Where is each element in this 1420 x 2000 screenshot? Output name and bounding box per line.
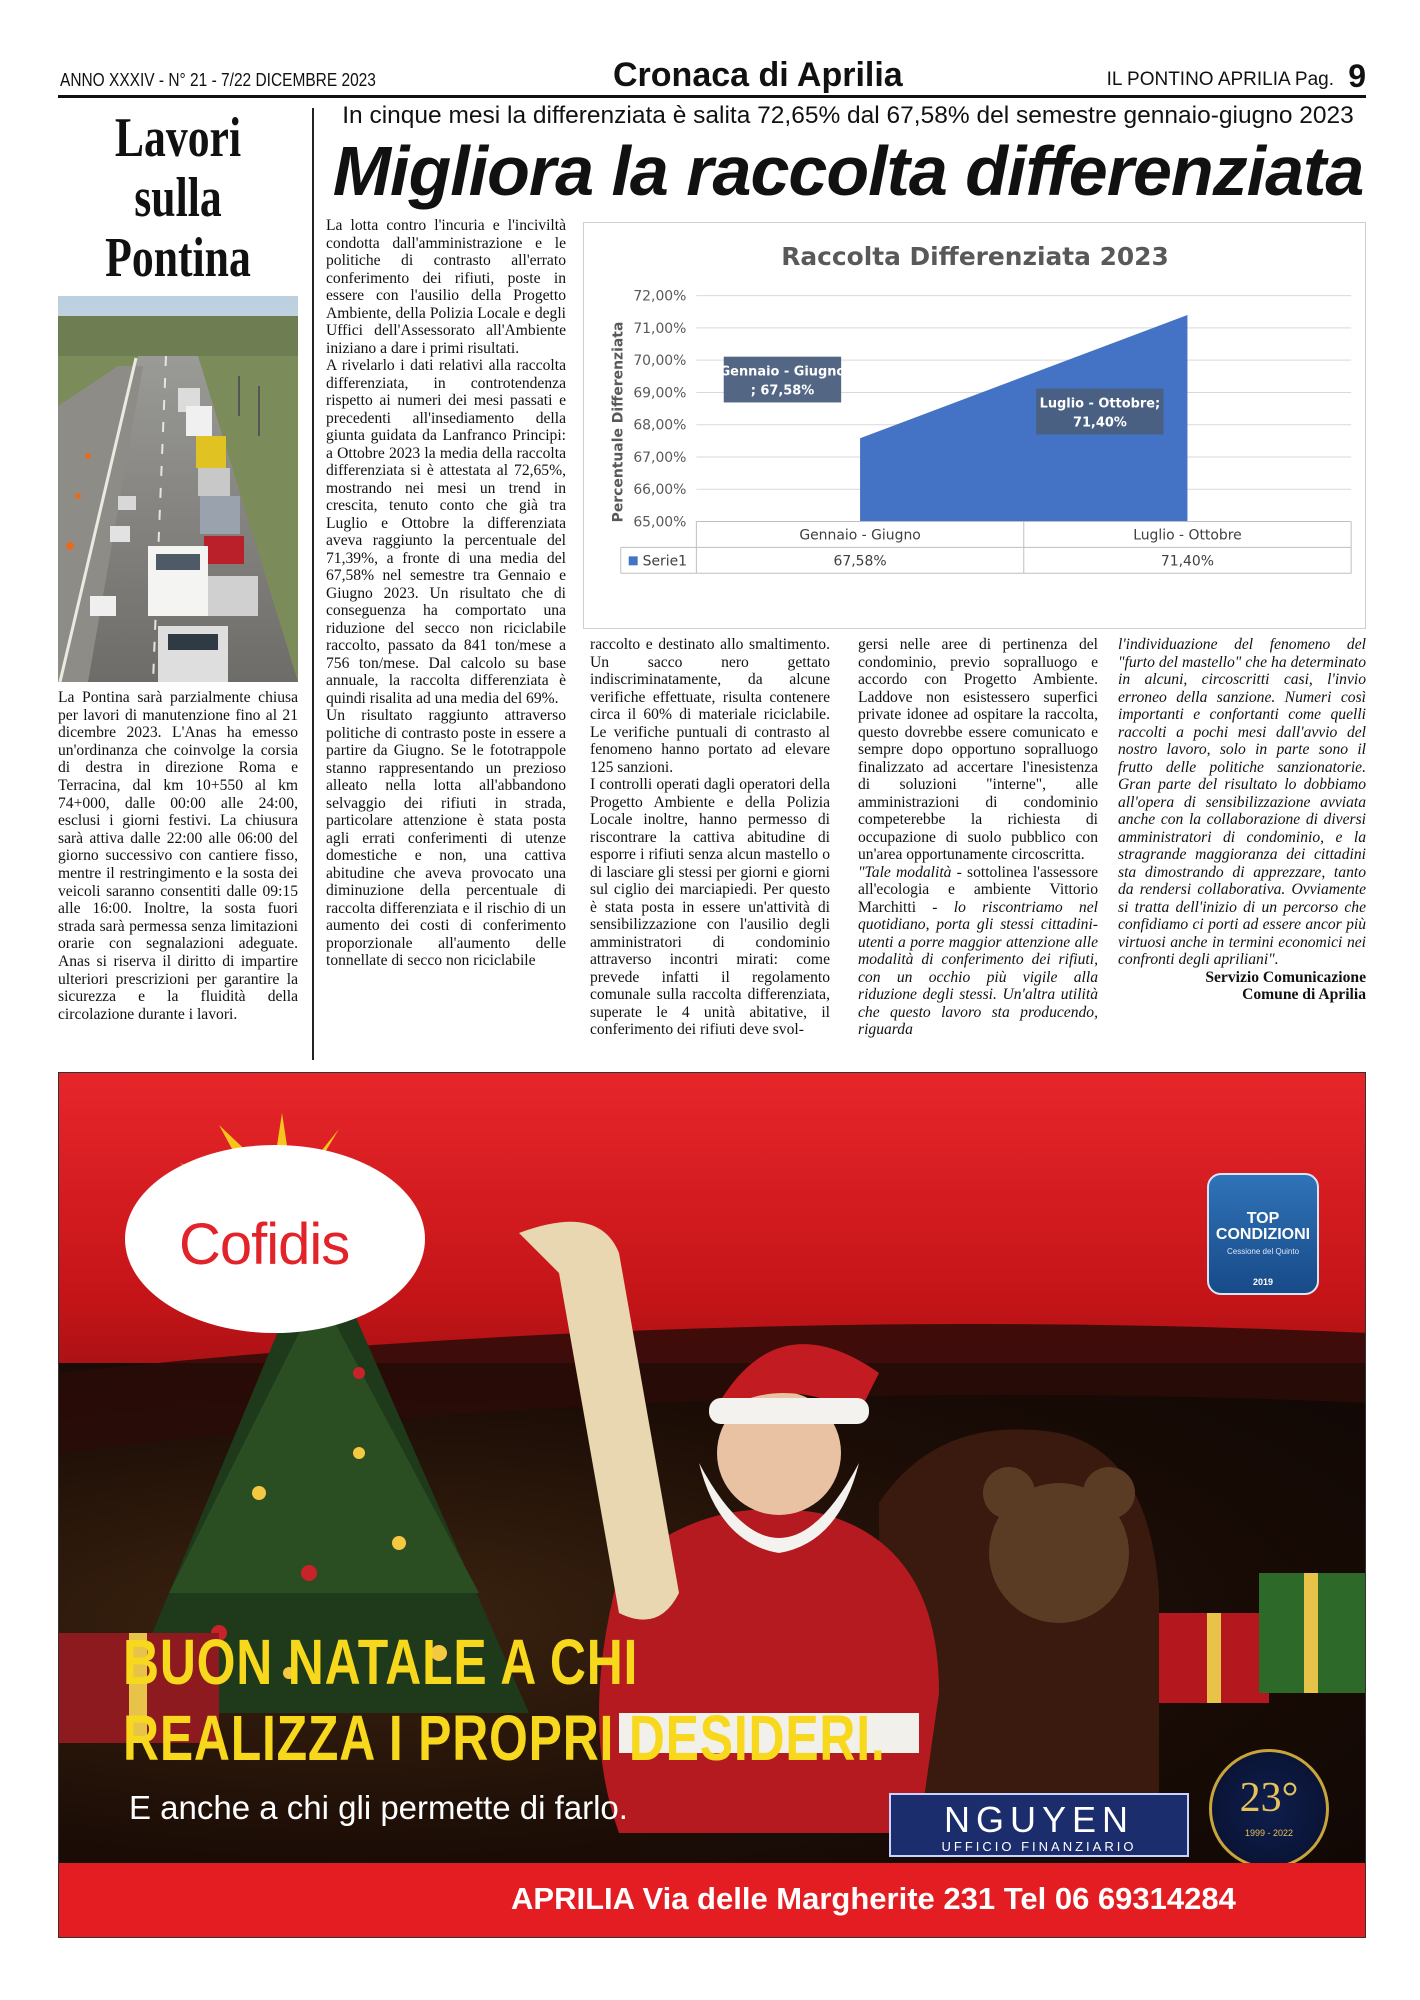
chart-y-tick-label: 67,00% [633,449,687,466]
chart-y-tick-label: 66,00% [633,482,687,499]
article-signature-line2: Comune di Aprilia [1242,986,1366,1003]
badge-year: 2019 [1252,1277,1274,1287]
badge-text [1209,1211,1317,1243]
anniversary-number: 23° [1239,1775,1299,1821]
article-column-4 [1118,636,1366,1056]
chart-y-axis-label: Percentuale Differenziata [610,321,627,523]
ad-address: APRILIA Via delle Margherite 231 Tel 06 69314284 [511,1881,1236,1916]
anniversary-years: 1999 - 2022 [1244,1828,1294,1838]
traffic-photo-drawing [58,296,298,682]
ad-slogan-line1: BUON NATALE A CHI [123,1626,639,1698]
article-paragraph: Un risultato raggiunto attraverso politiche di contrasto poste in essere a partire da Giugno. Se le fototrappole stanno rappresentando un prezioso alleato nella lotta all'abbandono selvaggio dei rifiuti in strada, particolare attenzione è stata posta agli errati conferimenti di utenze domestiche e non, una cattiva abitudine che aveva provocato una diminuzione della percentuale di raccolta differenziata e il rischio di un aumento dei costi di conferimento proporzionale all'aumento delle tonnellate di secco non riciclabile [326,707,566,969]
paper-name: IL PONTINO APRILIA Pag. [1106,69,1334,90]
article-kicker: In cinque mesi la differenziata è salita 72,65% dal 67,58% del semestre gennaio-giugno 2023 [342,102,1354,129]
chart-title: Raccolta Differenziata 2023 [781,241,1169,271]
article-column-3 [858,636,1098,1056]
issue-info: ANNO XXXIV - N° 21 - 7/22 DICEMBRE 2023 [60,70,376,90]
article-paragraph: raccolto e destinato allo smaltimento. Un sacco nero gettato indiscriminatamente, da alcune verifiche effettuate, risulta contenere circa il 60% di materiale riciclabile. Le verifiche puntuali di contrasto al fenomeno hanno portato ad elevare 125 sanzioni. [590,636,830,776]
badge-line3: Cessione del Quinto [1226,1247,1300,1256]
chart-y-tick-label: 72,00% [633,288,687,305]
article-paragraph: I controlli operati dagli operatori della Progetto Ambiente e della Polizia Locale inoltre, hanno permesso di riscontrare la cattiva abitudine di esporre i rifiuti senza alcun mastello o di lasciare gli stessi per giorni e giorni sul ciglio dei marciapiedi. Per questo è stata posta in essere un'attività di sensibilizzazione con l'ausilio degli amministratori di condominio attraverso incontri mirati: come prevede infatti il regolamento comunale sulla raccolta differenziata, superate le 4 unità abitative, il conferimento dei rifiuti deve svol- [590,776,830,1038]
recycling-chart [583,222,1366,629]
badge-line1: TOP [1246,1210,1280,1227]
article-paragraph: A rivelarlo i dati relativi alla raccolta differenziata, in controtendenza rispetto ai numeri dei mesi passati e precedenti all'insediamento della giunta guidata da Lanfranco Principi: a Ottobre 2023 la media della raccolta differenziata si è attestata al 72,65%, mostrando nei mesi un trend in crescita, tenuto conto che già tra Luglio e Ottobre la differenziata aveva raggiunto la percentuale del 71,39%, a fronte di una media del 67,58% nel semestre tra Gennaio e Giugno 2023. Un risultato che di conseguenza ha comportato una riduzione del secco non riciclabile raccolto, passato da 841 ton/mese a 756 ton/mese. Dal calcolo su base annuale, la raccolta differenziata è quindi risalita ad una media del 69%. [326,357,566,707]
article-column-2 [590,636,830,1056]
nguyen-name: NGUYEN [943,1799,1135,1840]
chart-y-tick-label: 68,00% [633,417,687,434]
chart-y-tick-label: 70,00% [633,353,687,370]
chart-y-tick-label: 69,00% [633,385,687,402]
article-paragraph: l'individuazione del fenomeno del "furto del mastello" che ha determinato in alcuni, circoscritti casi, l'invio erroneo della sanzione. Numeri così importanti e confortanti come quelli raccolti a pochi mesi dall'avvio del nostro lavoro, solo in parte sono il frutto delle politiche sanzionatorie. Gran parte del risultato lo dobbiamo all'opera di sensibilizzazione avviata anche con la collaborazione di diversi amministratori di condominio, e la stragrande maggioranza dei cittadini sta dimostrando di apprezzare, tanto da rendersi collaborativa. Ovviamente si tratta dell'inizio di un percorso che confidiamo ci porti ad essere ancor più virtuosi anche in termini economici nei confronti degli apriliani". [1118,636,1366,968]
sidebar-title [84,108,271,288]
chart-x-tick-label: Gennaio - Giugno [799,527,921,544]
traffic-photo [58,296,298,682]
chart-data-label: Gennaio - Giugno [719,364,846,380]
anniversary-seal [1209,1749,1329,1869]
chart-legend-label: Serie1 [642,553,688,570]
article-headline: Migliora la raccolta differenziata [332,132,1364,210]
quote-intro: "Tale modalità [858,863,952,881]
top-condizioni-badge [1207,1173,1319,1295]
masthead [58,52,1366,98]
sidebar-body: La Pontina sarà parzialmente chiusa per lavori di manutenzione fino al 21 dicembre 2023. L'Anas ha emesso un'ordinanza che coinvolge la corsia di destra in direzione Roma e Terracina, dal km 10+550 al km 74+000, dalle 00:00 alle 24:00, esclusi i giorni festivi. La chiusura sarà attiva dalle 22:00 alle 06:00 del giorno successivo con cantiere fisso, mentre il restringimento e la sosta dei veicoli saranno consentiti dalle 09:15 alle 16:00. Inoltre, la sosta fuori strada sarà permessa senza limitazioni orarie con segnalazioni adeguate. Anas si riserva il diritto di impartire ulteriori prescrizioni per garantire la sicurezza e la fluidità della circolazione durante i lavori. [58,689,298,1023]
quote-text: lo riscontriamo nel quotidiano, porta gli stessi cittadini-utenti a porre maggior attenzione alle modalità di conferimento dei rifiuti, con un occhio più vigile alla riduzione degli stessi. Un'altra utilità che questo lavoro sta producendo, riguarda [858,898,1098,1038]
chart-legend-swatch [629,556,638,565]
badge-line2: CONDIZIONI [1215,1226,1311,1243]
chart-y-tick-label: 65,00% [633,514,687,531]
article-column-1 [326,217,566,1057]
chart-data-label: Luglio - Ottobre; [1039,396,1161,412]
quote-attribution: - sottolinea l'assessore all'ecologia e ambiente Vittorio Marchitti - [858,863,1098,916]
article-paragraph: La lotta contro l'incuria e l'inciviltà condotta dall'amministrazione e le politiche di contrasto all'errato conferimento dei rifiuti, poste in essere con l'ausilio della Progetto Ambiente, della Polizia Locale e degli Uffici dell'Assessorato all'Ambiente iniziano a dare i primi risultati. [326,217,566,357]
ad-subline: E anche a chi gli permette di farlo. [129,1789,628,1826]
ad-slogan-line2: REALIZZA I PROPRI DESIDERI. [123,1702,886,1774]
nguyen-logo [889,1793,1189,1857]
sidebar-title-line1: Lavori sulla [114,107,242,229]
cofidis-logo-text: Cofidis [179,1212,350,1277]
section-title: Cronaca di Aprilia [613,56,903,94]
article-signature-line1: Servizio Comunicazione [1205,968,1366,986]
column-divider [312,108,314,1060]
sidebar-title-line2: Pontina [105,227,251,289]
chart-table-value: 71,40% [1160,553,1214,570]
chart-x-tick-label: Luglio - Ottobre [1133,527,1242,544]
article-quote [858,864,1098,1039]
chart-y-tick-label: 71,00% [633,320,687,337]
chart-data-label: ; 67,58% [750,383,815,399]
nguyen-subtitle: UFFICIO FINANZIARIO [941,1839,1137,1854]
page-number: 9 [1348,58,1366,94]
chart-table-value: 67,58% [833,553,887,570]
article-paragraph: gersi nelle aree di pertinenza del condominio, previo sopralluogo e accordo con Progetto Ambiente. Laddove non esistessero superfici private idonee ad ospitare la raccolta, questo dovrebbe essere comunicato e sempre dopo opportuno sopralluogo finalizzato ad accertare l'inesistenza di soluzioni "interne", alle amministrazioni di condominio competerebbe la richiesta di occupazione di suolo pubblico con un'area opportunamente circoscritta. [858,636,1098,863]
chart-data-label: 71,40% [1072,415,1127,431]
advertisement [58,1072,1366,1938]
